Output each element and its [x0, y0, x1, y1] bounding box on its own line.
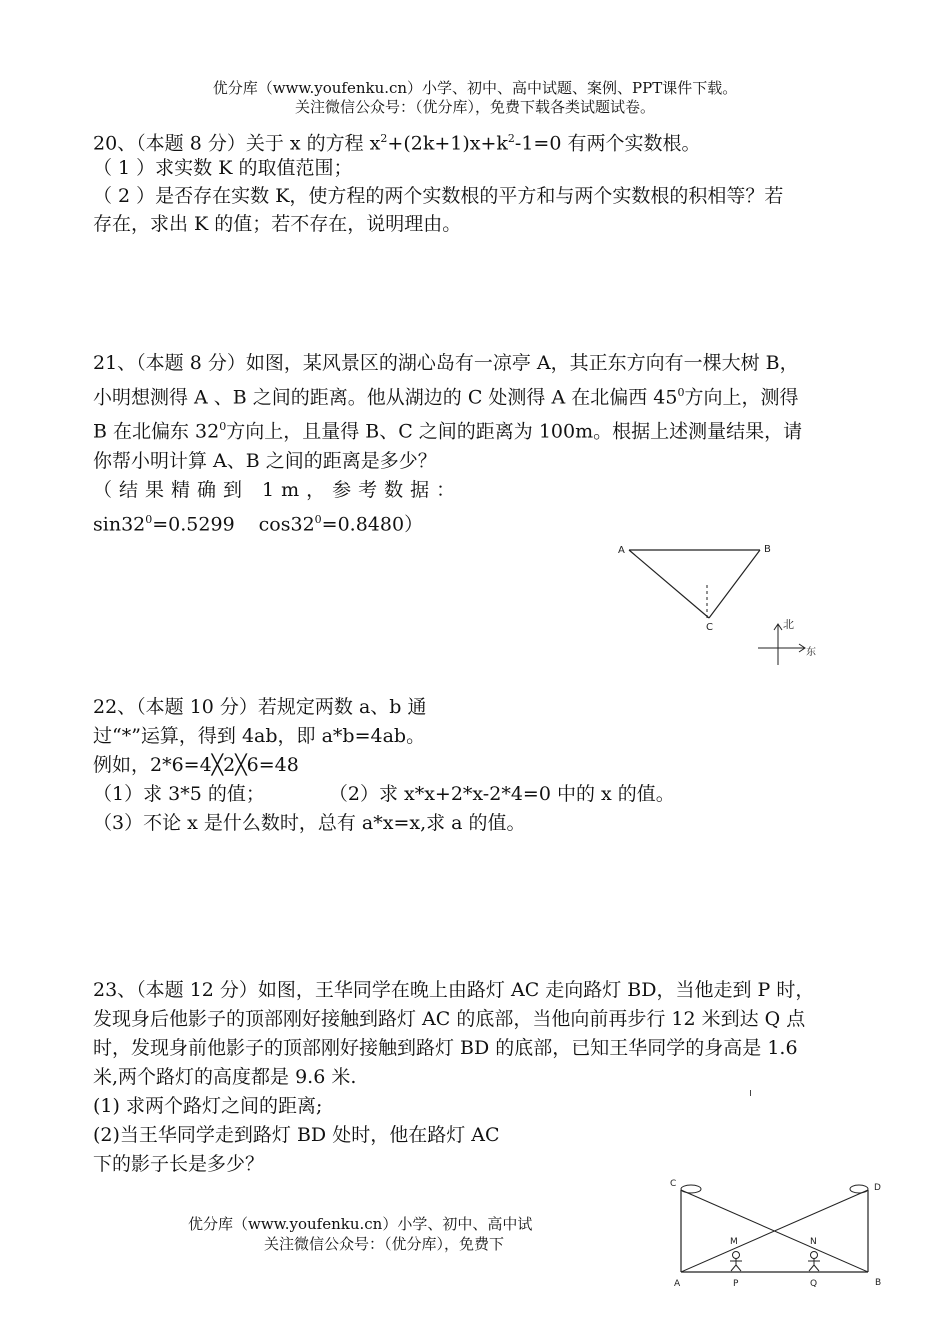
person-p-icon	[730, 1252, 742, 1272]
person-q-icon	[808, 1252, 820, 1272]
point-b-label: B	[875, 1278, 882, 1288]
q20-part-2: （ 2 ）是否存在实数 K，使方程的两个实数根的平方和与两个实数根的积相等？若	[93, 185, 784, 207]
point-b-label: B	[764, 544, 771, 555]
compass-north-label: 北	[783, 618, 794, 631]
q21-line-1: 21、（本题 8 分）如图，某风景区的湖心岛有一凉亭 A，其正东方向有一棵大树 B，	[93, 352, 799, 374]
q20-part-2-cont: 存在，求出 K 的值；若不存在，说明理由。	[93, 213, 462, 235]
footer-line-1: 优分库（www.youfenku.cn）小学、初中、高中试	[188, 1215, 533, 1233]
point-a-label: A	[674, 1279, 681, 1289]
q21-line-6: $\sin 32^0=0.5299$ $\cos 32^0=0.8480$）	[93, 512, 424, 535]
figure-23	[662, 1172, 892, 1292]
point-q-label: Q	[810, 1279, 818, 1289]
point-d-label: D	[874, 1183, 881, 1193]
q21-text	[93, 349, 893, 539]
q20-stem: 20、（本题 8 分）关于 x 的方程 $x^2+(2k+1)x+k^2-1=0$ 有两个实数根。	[93, 132, 701, 155]
q22-line-5: （3）不论 x 是什么数时，总有 a*x=x,求 a 的值。	[93, 812, 526, 834]
figure-21	[612, 538, 832, 668]
q20-part-1: （ 1 ）求实数 K 的取值范围；	[93, 157, 353, 179]
q22-text	[93, 693, 893, 838]
footer-line-2: 关注微信公众号：（优分库），免费下	[264, 1235, 505, 1253]
point-p-label: P	[733, 1279, 739, 1289]
lamp-d-icon	[850, 1185, 868, 1193]
q22-line-1: 22、（本题 10 分）若规定两数 a、b 通	[93, 696, 427, 718]
q22-line-3: 例如，2*6=4╳2╳6=48	[93, 754, 299, 776]
q22-line-2: 过“*”运算，得到 4ab，即 a*b=4ab。	[93, 725, 426, 747]
q21-line-2: 小明想测得 A 、B 之间的距离。他从湖边的 C 处测得 A 在北偏西 $45^0$方向上，测得	[93, 386, 799, 409]
q21-line-4: 你帮小明计算 A、B 之间的距离是多少？	[93, 449, 437, 472]
point-n-label: N	[810, 1237, 817, 1247]
q23-line-7: 下的影子长是多少？	[93, 1153, 265, 1175]
q23-line-3: 时，发现身前他影子的顶部刚好接触到路灯 BD 的底部，已知王华同学的身高是 1.6	[93, 1037, 798, 1059]
header-line-1: 优分库（www.youfenku.cn）小学、初中、高中试题、案例、PPT课件下载。	[212, 79, 738, 97]
header-line-2: 关注微信公众号：（优分库），免费下载各类试题试卷。	[294, 98, 655, 116]
compass-east-label: 东	[806, 647, 816, 658]
point-c-label: C	[706, 622, 713, 633]
q21-line-5: （结果精确到 1m，参考数据：	[93, 478, 463, 501]
stray-mark	[750, 1090, 751, 1096]
q22-line-4: （1）求 3*5 的值； （2）求 x*x+2*x-2*4=0 中的 x 的值。	[93, 783, 675, 805]
segment-ac	[629, 550, 709, 618]
q23-line-1: 23、（本题 12 分）如图，王华同学在晚上由路灯 AC 走向路灯 BD，当他走到 P 时，	[93, 979, 815, 1001]
q23-line-5: (1) 求两个路灯之间的距离;	[93, 1095, 323, 1117]
q23-line-4: 米,两个路灯的高度都是 9.6 米.	[93, 1066, 357, 1088]
q23-line-2: 发现身后他影子的顶部刚好接触到路灯 AC 的底部，当他向前再步行 12 米到达 Q 点	[93, 1008, 806, 1030]
q23-text	[93, 976, 893, 1179]
point-c-label: C	[670, 1179, 677, 1189]
q21-line-3: B 在北偏东 $32^0$方向上，且量得 B、C 之间的距离为 100m。根据上述测量结果，请	[93, 420, 803, 443]
point-m-label: M	[730, 1237, 738, 1247]
q23-line-6: (2)当王华同学走到路灯 BD 处时，他在路灯 AC	[93, 1124, 500, 1146]
point-a-label: A	[618, 545, 625, 556]
segment-bc	[709, 550, 760, 618]
